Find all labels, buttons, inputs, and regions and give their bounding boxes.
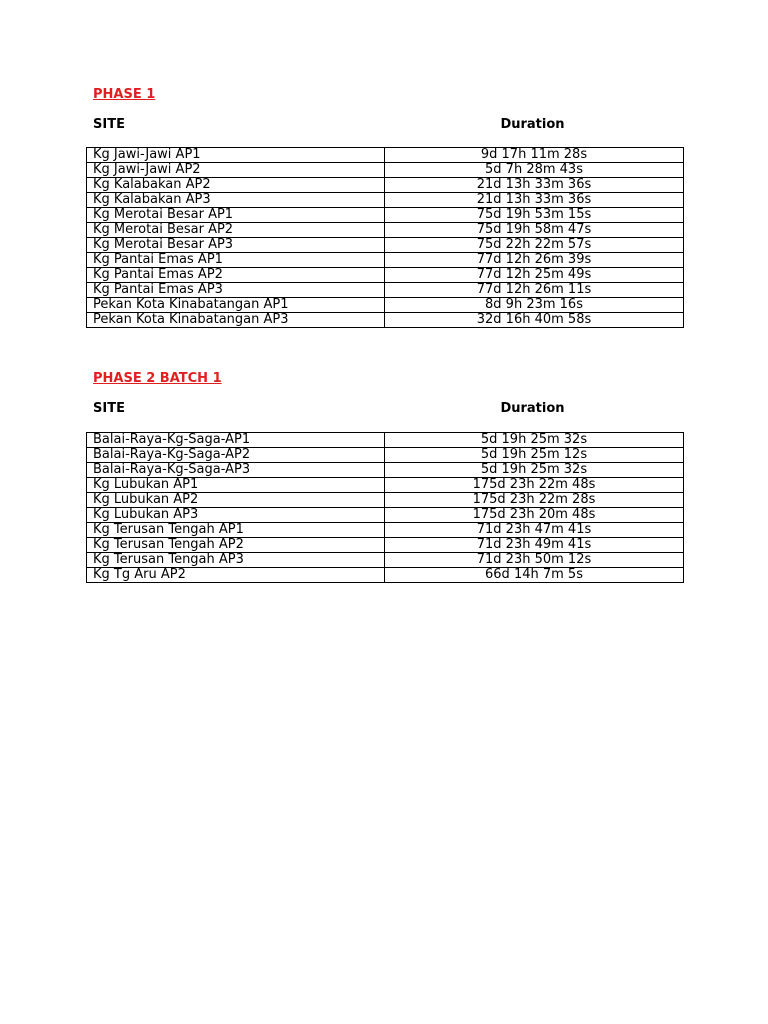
site-cell: Kg Pantai Emas AP2 [87,268,385,283]
table-row [87,508,684,523]
duration-cell: 21d 13h 33m 36s [385,193,684,208]
site-cell: Balai-Raya-Kg-Saga-AP3 [87,463,385,478]
site-cell: Kg Kalabakan AP3 [87,193,385,208]
duration-cell: 77d 12h 25m 49s [385,268,684,283]
phase2-duration-header: Duration [500,401,565,416]
table-row [87,283,684,298]
site-cell: Kg Lubukan AP3 [87,508,385,523]
duration-cell: 32d 16h 40m 58s [385,313,684,328]
duration-cell: 175d 23h 22m 48s [385,478,684,493]
site-cell: Pekan Kota Kinabatangan AP3 [87,313,385,328]
table-row [87,478,684,493]
duration-cell: 9d 17h 11m 28s [385,148,684,163]
duration-cell: 5d 7h 28m 43s [385,163,684,178]
site-cell: Kg Terusan Tengah AP3 [87,553,385,568]
site-cell: Pekan Kota Kinabatangan AP1 [87,298,385,313]
table-row [87,463,684,478]
phase1-duration-header: Duration [500,117,565,132]
table-row [87,238,684,253]
table-row [87,178,684,193]
site-cell: Balai-Raya-Kg-Saga-AP1 [87,433,385,448]
table-row [87,553,684,568]
table-row [87,163,684,178]
table-row [87,568,684,583]
duration-cell: 71d 23h 50m 12s [385,553,684,568]
duration-cell: 5d 19h 25m 32s [385,433,684,448]
table-row [87,148,684,163]
phase1-table [86,147,684,328]
site-cell: Kg Pantai Emas AP1 [87,253,385,268]
table-row [87,433,684,448]
duration-cell: 8d 9h 23m 16s [385,298,684,313]
site-cell: Kg Kalabakan AP2 [87,178,385,193]
site-cell: Kg Jawi-Jawi AP1 [87,148,385,163]
site-cell: Kg Terusan Tengah AP2 [87,538,385,553]
phase2-title: PHASE 2 BATCH 1 [93,371,222,386]
duration-cell: 75d 22h 22m 57s [385,238,684,253]
site-cell: Balai-Raya-Kg-Saga-AP2 [87,448,385,463]
table-row [87,208,684,223]
duration-cell: 75d 19h 53m 15s [385,208,684,223]
duration-cell: 75d 19h 58m 47s [385,223,684,238]
table-row [87,313,684,328]
site-cell: Kg Pantai Emas AP3 [87,283,385,298]
duration-cell: 71d 23h 49m 41s [385,538,684,553]
duration-cell: 5d 19h 25m 12s [385,448,684,463]
table-row [87,193,684,208]
table-row [87,253,684,268]
table-row [87,538,684,553]
table-row [87,523,684,538]
duration-cell: 77d 12h 26m 11s [385,283,684,298]
table-row [87,493,684,508]
phase1-title: PHASE 1 [93,87,156,102]
site-cell: Kg Jawi-Jawi AP2 [87,163,385,178]
site-cell: Kg Lubukan AP2 [87,493,385,508]
site-cell: Kg Merotai Besar AP3 [87,238,385,253]
table-row [87,223,684,238]
duration-cell: 21d 13h 33m 36s [385,178,684,193]
duration-cell: 175d 23h 20m 48s [385,508,684,523]
duration-cell: 71d 23h 47m 41s [385,523,684,538]
phase2-table [86,432,684,583]
table-row [87,298,684,313]
duration-cell: 5d 19h 25m 32s [385,463,684,478]
site-cell: Kg Merotai Besar AP2 [87,223,385,238]
table-row [87,448,684,463]
duration-cell: 66d 14h 7m 5s [385,568,684,583]
duration-cell: 175d 23h 22m 28s [385,493,684,508]
site-cell: Kg Merotai Besar AP1 [87,208,385,223]
table-row [87,268,684,283]
duration-cell: 77d 12h 26m 39s [385,253,684,268]
phase1-site-header: SITE [93,117,125,132]
site-cell: Kg Terusan Tengah AP1 [87,523,385,538]
site-cell: Kg Tg Aru AP2 [87,568,385,583]
phase2-site-header: SITE [93,401,125,416]
site-cell: Kg Lubukan AP1 [87,478,385,493]
